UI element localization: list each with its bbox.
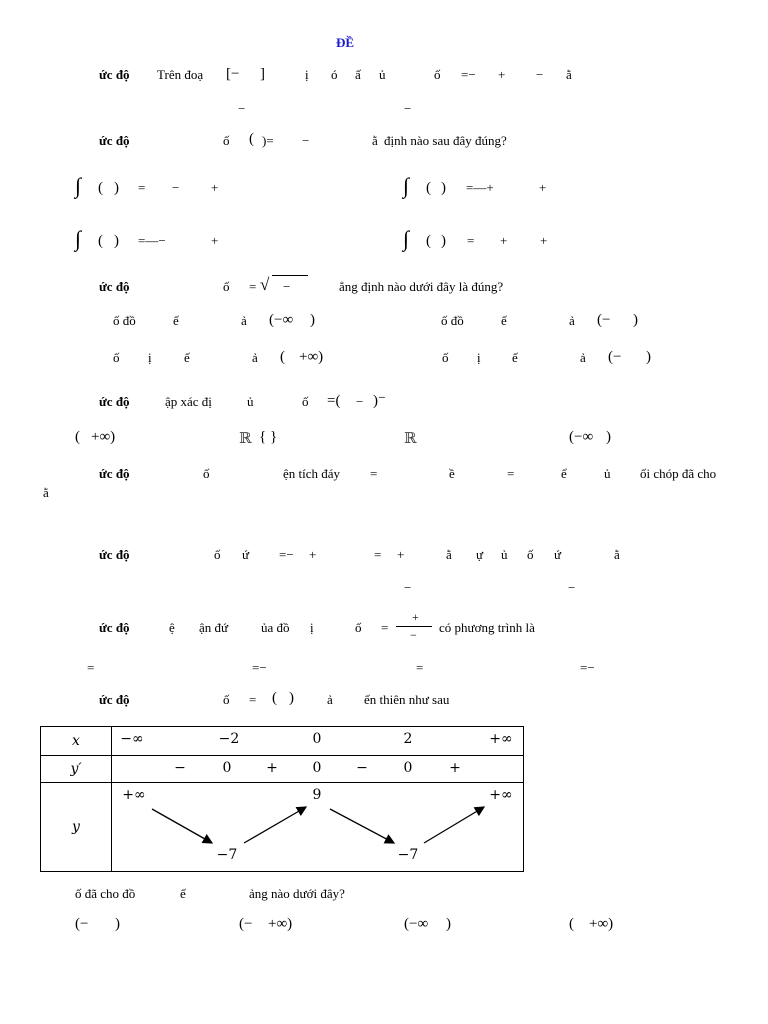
- q1-frag: ố: [434, 67, 441, 82]
- q2-lead: ức độ: [99, 133, 130, 148]
- row-x: [41, 727, 524, 756]
- q3-optB: ả: [569, 313, 575, 328]
- q1-lead: ức độ: [99, 67, 130, 82]
- x-value: −∞: [120, 731, 144, 747]
- q8-optC: ): [446, 916, 451, 932]
- q6-frag: =−: [279, 547, 294, 562]
- q3-optB: ế: [501, 313, 507, 328]
- variation-table: [40, 726, 524, 872]
- integral-sign: ∫: [403, 226, 410, 251]
- q5-lead: ức độ: [99, 466, 130, 481]
- q8-question: ố đã cho đồ: [75, 886, 136, 901]
- row-x-label: x: [41, 727, 112, 756]
- q5-frag: ố: [203, 466, 210, 481]
- q7-optD: =−: [580, 660, 595, 675]
- y-value: −7: [216, 847, 238, 863]
- q8-question: ảng nào dưới đây?: [249, 886, 345, 901]
- q8-optD: (: [569, 916, 574, 932]
- q2-optB: (: [426, 180, 431, 196]
- q3-optD: ế: [512, 350, 518, 365]
- q6-lead: ức độ: [99, 547, 130, 562]
- q3-frag: =: [249, 279, 257, 294]
- y-value: +∞: [122, 787, 146, 803]
- q7-frag: có phương trình là: [439, 620, 535, 635]
- x-value: 2: [403, 731, 413, 747]
- q1-frag: ằ: [566, 67, 572, 82]
- q7-frag: ị: [310, 620, 314, 635]
- q8-frag: (: [272, 690, 277, 706]
- q8-frag: ): [289, 690, 294, 706]
- integral-sign: ∫: [75, 226, 82, 251]
- q4-optA: (: [75, 429, 80, 445]
- q1-bracket-open: [−: [226, 66, 240, 82]
- q1-frag: ấ: [355, 67, 361, 82]
- q4-optC: ℝ: [404, 431, 417, 447]
- q3-optD: ố: [442, 350, 449, 365]
- fraction-numerator: +: [412, 610, 419, 624]
- row-yprime: [41, 756, 524, 783]
- q2-frag: ố: [223, 133, 230, 148]
- q4-frag: ố: [302, 394, 309, 409]
- exam-title: ĐỀ: [336, 35, 355, 50]
- q5-frag: ề: [449, 466, 455, 481]
- q5-frag: ể: [561, 466, 567, 481]
- q6-frag: +: [309, 547, 317, 562]
- q7-optB: =−: [252, 660, 267, 675]
- q2-optC: +: [211, 233, 219, 248]
- q1-frag: ị: [305, 67, 309, 82]
- q3-optB: (−: [597, 312, 611, 328]
- q6-frag: ằ: [614, 547, 620, 562]
- q8-optB: (−: [239, 916, 253, 932]
- q7-optA: =: [87, 660, 95, 675]
- q3-optC: ế: [184, 350, 190, 365]
- q2-optD: +: [540, 233, 548, 248]
- q8-frag: =: [249, 692, 257, 707]
- q7-lead: ức độ: [99, 620, 130, 635]
- x-value: −2: [218, 731, 240, 747]
- q4-frag: −: [356, 394, 364, 409]
- q3-lead: ức độ: [99, 279, 130, 294]
- q2-optD: =: [467, 233, 475, 248]
- q4-optA: +∞): [91, 429, 116, 445]
- q8-frag: ố: [223, 692, 230, 707]
- q7-frag: ủa đồ: [261, 620, 290, 635]
- q8-optD: +∞): [589, 916, 614, 932]
- q1-bracket-close: ]: [260, 66, 265, 82]
- q2-optC: (: [98, 233, 103, 249]
- q4-frag: )⁻: [373, 393, 386, 409]
- q3-optC: ị: [148, 350, 152, 365]
- q2-optA: =: [138, 180, 146, 195]
- q6-frag: ự: [476, 547, 484, 562]
- derivative-sign: +: [266, 760, 278, 776]
- q6-frag: =: [374, 547, 382, 562]
- q7-frag: =: [381, 620, 389, 635]
- q4-optB: ℝ: [239, 431, 252, 447]
- q5-frag: ện tích đáy: [283, 466, 341, 481]
- q4-optD: (−∞: [569, 429, 594, 445]
- q1-option: −: [404, 101, 412, 116]
- q8-optC: (−∞: [404, 916, 429, 932]
- q8-frag: ến thiên như sau: [364, 692, 450, 707]
- q4-frag: ủ: [247, 394, 254, 409]
- q3-optB: ố đồ: [441, 313, 464, 328]
- y-value: +∞: [489, 787, 513, 803]
- increasing-arrow: [244, 807, 306, 843]
- variation-arrows: [112, 783, 524, 871]
- q6-frag: ố: [527, 547, 534, 562]
- q2-optA: +: [211, 180, 219, 195]
- derivative-sign: −: [356, 760, 368, 776]
- q1-text: Trên đoạ: [157, 67, 204, 82]
- integral-sign: ∫: [403, 173, 410, 198]
- q2-optA: (: [98, 180, 103, 196]
- q1-frag: +: [498, 67, 506, 82]
- q2-optA: ): [114, 180, 119, 196]
- q1-option: −: [238, 101, 246, 116]
- q3-optB: ): [633, 312, 638, 328]
- integral-sign: ∫: [75, 173, 82, 198]
- q6-option: −: [568, 580, 576, 595]
- y-variation-cell: [112, 783, 524, 872]
- q1-frag: =−: [461, 67, 476, 82]
- q2-optB: +: [539, 180, 547, 195]
- q7-frag: ận đứ: [199, 620, 229, 635]
- fraction-bar: [396, 626, 432, 627]
- q2-optC: ): [114, 233, 119, 249]
- q3-optA: (−∞: [269, 312, 294, 328]
- q5-frag: ằ: [43, 485, 49, 500]
- q6-frag: ứ: [554, 547, 562, 562]
- q3-optC: +∞): [299, 349, 324, 365]
- q7-frag: ệ: [169, 620, 175, 635]
- q3-optC: ố: [113, 350, 120, 365]
- q2-optD: +: [500, 233, 508, 248]
- fraction-denominator: −: [410, 628, 417, 642]
- derivative-sign: 0: [312, 760, 322, 776]
- q8-optB: +∞): [268, 916, 293, 932]
- q3-optC: (: [280, 349, 285, 365]
- q4-frag: =(: [327, 393, 341, 409]
- x-value: 0: [312, 731, 322, 747]
- derivative-sign: 0: [403, 760, 413, 776]
- q8-optA: ): [115, 916, 120, 932]
- y-value: −7: [397, 847, 419, 863]
- q8-frag: ả: [327, 692, 333, 707]
- row-yprime-label: y′: [41, 756, 112, 783]
- q2-frag: định nào sau đây đúng?: [384, 133, 507, 148]
- row-y: [41, 783, 524, 872]
- q6-frag: ố: [214, 547, 221, 562]
- increasing-arrow: [424, 807, 484, 843]
- q2-optD: (: [426, 233, 431, 249]
- q3-frag: ẳng định nào dưới đây là đúng?: [339, 279, 504, 294]
- q5-frag: =: [507, 466, 515, 481]
- q3-optC: ả: [252, 350, 258, 365]
- q3-frag: −: [283, 279, 291, 294]
- q3-optA: ả: [241, 313, 247, 328]
- q3-optA: ố đồ: [113, 313, 136, 328]
- q2-optD: ): [441, 233, 446, 249]
- q1-frag: −: [536, 67, 544, 82]
- q6-frag: ứ: [242, 547, 250, 562]
- y-value: 9: [312, 787, 322, 803]
- q5-frag: ối chóp đã cho: [640, 466, 717, 481]
- row-y-label: y: [41, 783, 112, 872]
- q1-frag: ủ: [379, 67, 386, 82]
- q3-optD: (−: [608, 349, 622, 365]
- q4-frag: ập xác đị: [165, 394, 212, 409]
- q4-optB: { }: [259, 429, 278, 445]
- q2-frag: (: [249, 131, 254, 147]
- q6-frag: ằ: [446, 547, 452, 562]
- q2-optB: =—+: [466, 180, 494, 195]
- q8-question: ế: [180, 886, 186, 901]
- q2-optC: =—−: [138, 233, 166, 248]
- q3-optD: ị: [477, 350, 481, 365]
- q8-optA: (−: [75, 916, 89, 932]
- q6-frag: ủ: [501, 547, 508, 562]
- q3-optD: ): [646, 349, 651, 365]
- x-value: +∞: [489, 731, 513, 747]
- x-values-cell: [112, 727, 524, 756]
- yprime-signs-cell: [112, 756, 524, 783]
- q2-optB: ): [441, 180, 446, 196]
- q6-option: −: [404, 580, 412, 595]
- decreasing-arrow: [152, 809, 212, 843]
- q2-frag: )=: [262, 133, 274, 148]
- q7-optC: =: [416, 660, 424, 675]
- q3-optA: ): [310, 312, 315, 328]
- q5-frag: ủ: [604, 466, 611, 481]
- derivative-sign: 0: [222, 760, 232, 776]
- q2-frag: ằ: [372, 133, 378, 148]
- q2-optA: −: [172, 180, 180, 195]
- q3-frag: ố: [223, 279, 230, 294]
- q7-frag: ố: [355, 620, 362, 635]
- q6-frag: +: [397, 547, 405, 562]
- q4-lead: ức độ: [99, 394, 130, 409]
- decreasing-arrow: [330, 809, 394, 843]
- q3-optD: ả: [580, 350, 586, 365]
- derivative-sign: −: [174, 760, 186, 776]
- q4-optD: ): [606, 429, 611, 445]
- q2-frag: −: [302, 133, 310, 148]
- q5-frag: =: [370, 466, 378, 481]
- q8-lead: ức độ: [99, 692, 130, 707]
- q1-frag: ó: [331, 67, 338, 82]
- sqrt-sign: √: [260, 275, 270, 294]
- derivative-sign: +: [449, 760, 461, 776]
- q3-optA: ế: [173, 313, 179, 328]
